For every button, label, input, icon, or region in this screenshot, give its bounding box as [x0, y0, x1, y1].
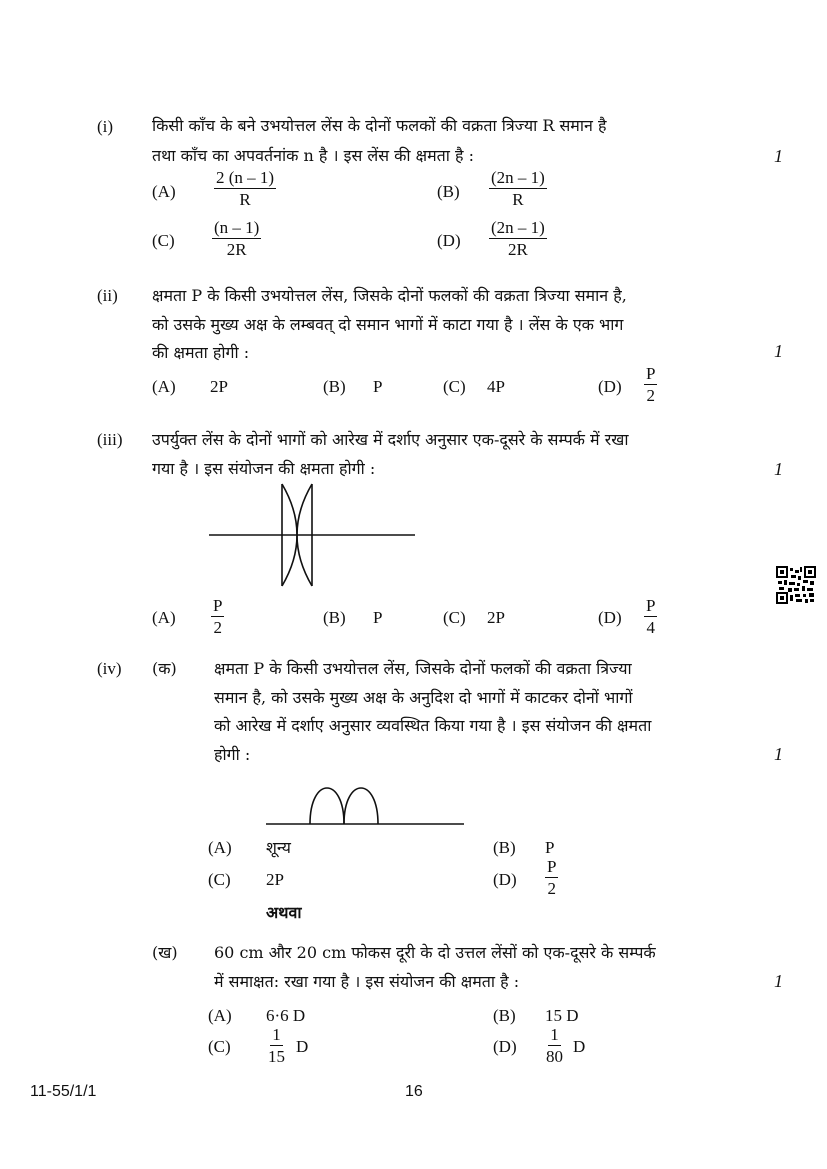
option-a-text: 2P [210, 377, 228, 396]
numerator: 1 [272, 1025, 281, 1044]
denominator: 2R [507, 240, 528, 259]
option-label: (D) [598, 608, 622, 627]
sub-question-label: (क) [152, 659, 177, 678]
option-label: (B) [323, 608, 346, 627]
option-d-fraction [489, 218, 547, 261]
option-a-fraction [211, 596, 224, 639]
question-text: किसी काँच के बने उभयोत्तल लेंस के दोनों फलकों की वक्रता त्रिज्या R समान है [152, 116, 607, 135]
option-label: (C) [208, 1037, 231, 1056]
lens-halves-diagram [205, 478, 420, 590]
option-label: (A) [152, 608, 176, 627]
numerator: P [547, 857, 557, 876]
numerator: (n – 1) [214, 218, 260, 237]
question-text: तथा काँच का अपवर्तनांक n है । इस लेंस की क्षमता है : [152, 146, 475, 165]
option-label: (A) [208, 838, 232, 857]
question-text: क्षमता P के किसी उभयोत्तल लेंस, जिसके दोनों फलकों की वक्रता त्रिज्या [214, 659, 632, 678]
option-c-text: 4P [487, 377, 505, 396]
half-lens-right [344, 788, 378, 824]
denominator: 15 [268, 1047, 285, 1066]
numerator: (2n – 1) [491, 168, 545, 187]
option-b-text: P [373, 377, 383, 396]
question-text: 60 cm और 20 cm फोकस दूरी के दो उत्तल लेंसों को एक-दूसरे के सम्पर्क [214, 943, 656, 962]
marks: 1 [774, 971, 783, 991]
option-label: (B) [493, 838, 516, 857]
option-b-fraction [489, 168, 547, 211]
denominator: R [239, 190, 251, 209]
option-c-text: 2P [487, 608, 505, 627]
question-number: (ii) [97, 286, 118, 305]
question-text: गया है । इस संयोजन की क्षमता होगी : [152, 459, 376, 478]
question-text: क्षमता P के किसी उभयोत्तल लेंस, जिसके दोनों फलकों की वक्रता त्रिज्या समान है, [152, 286, 627, 305]
option-label: (B) [323, 377, 346, 396]
option-c-fraction [268, 1025, 285, 1068]
numerator: 1 [550, 1025, 559, 1044]
question-text: को आरेख में दर्शाए अनुसार व्यवस्थित किया गया है । इस संयोजन की क्षमता [214, 716, 652, 735]
option-d-fraction [644, 596, 657, 639]
option-c-fraction [212, 218, 261, 261]
question-text: को उसके मुख्य अक्ष के लम्बवत् दो समान भागों में काटा गया है । लेंस के एक भाग [152, 315, 624, 334]
question-text: में समाक्षत: रखा गया है । इस संयोजन की क्षमता है : [214, 972, 520, 991]
option-label: (C) [443, 377, 466, 396]
option-label: (D) [493, 870, 517, 889]
question-number: (iii) [97, 430, 123, 449]
option-c-text: 2P [266, 870, 284, 889]
question-number: (iv) [97, 659, 122, 678]
numerator: P [646, 596, 656, 615]
numerator: P [646, 364, 656, 383]
qr-code-icon [776, 566, 816, 604]
option-label: (D) [493, 1037, 517, 1056]
question-text: समान है, को उसके मुख्य अक्ष के अनुदिश दो भागों में काटकर दोनों भागों [214, 688, 633, 707]
marks: 1 [774, 744, 783, 764]
denominator: 4 [646, 618, 655, 637]
or-separator: अथवा [266, 903, 302, 922]
option-label: (C) [208, 870, 231, 889]
lens-halves-side-by-side-diagram [262, 764, 468, 828]
option-b-text: P [545, 838, 555, 857]
option-c-unit: D [296, 1037, 309, 1056]
option-a-text: शून्य [266, 838, 291, 857]
marks: 1 [774, 146, 783, 166]
option-label: (A) [208, 1006, 232, 1025]
option-d-unit: D [573, 1037, 586, 1056]
option-label: (B) [437, 182, 460, 201]
option-label: (D) [437, 231, 461, 250]
option-label: (A) [152, 182, 176, 201]
option-label: (B) [493, 1006, 516, 1025]
option-label: (D) [598, 377, 622, 396]
numerator: P [213, 596, 223, 615]
question-text: की क्षमता होगी : [152, 343, 250, 362]
denominator: 2 [646, 386, 655, 405]
paper-code: 11-55/1/1 [30, 1083, 97, 1100]
denominator: 2 [213, 618, 222, 637]
option-label: (C) [152, 231, 175, 250]
page-number: 16 [405, 1083, 423, 1100]
sub-question-label: (ख) [152, 943, 178, 962]
option-d-fraction [546, 1025, 563, 1068]
marks: 1 [774, 341, 783, 361]
denominator: 2R [226, 240, 247, 259]
numerator: (2n – 1) [491, 218, 545, 237]
question-text: उपर्युक्त लेंस के दोनों भागों को आरेख में दर्शाए अनुसार एक-दूसरे के सम्पर्क में रखा [152, 430, 629, 449]
option-label: (A) [152, 377, 176, 396]
option-a-text: 6·6 D [266, 1006, 306, 1025]
option-label: (C) [443, 608, 466, 627]
option-d-fraction [545, 857, 558, 900]
option-d-fraction [644, 364, 657, 407]
option-a-fraction [214, 168, 276, 211]
denominator: 2 [547, 879, 556, 898]
denominator: R [512, 190, 524, 209]
option-b-text: P [373, 608, 383, 627]
numerator: 2 (n – 1) [216, 168, 275, 187]
question-text: होगी : [214, 745, 251, 764]
question-number: (i) [97, 117, 114, 136]
option-b-text: 15 D [545, 1006, 579, 1025]
denominator: 80 [546, 1047, 563, 1066]
marks: 1 [774, 459, 783, 479]
half-lens-left [310, 788, 344, 824]
